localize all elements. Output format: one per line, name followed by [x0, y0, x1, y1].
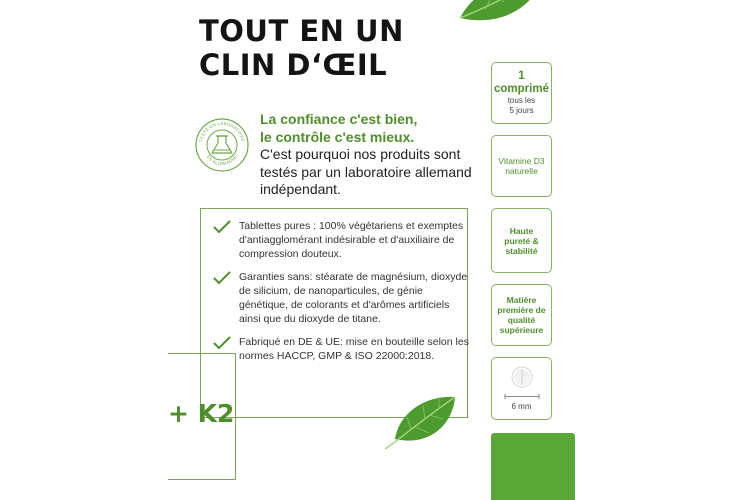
trust-body-2: testés par un laboratoire allemand	[260, 163, 472, 180]
k2-label: + K2	[168, 399, 235, 428]
lab-tested-badge-icon	[194, 117, 250, 173]
green-accent-block	[491, 433, 575, 500]
check-icon	[213, 220, 231, 234]
trust-headline-1: La confiance c'est bien,	[260, 111, 418, 127]
feature-tablet-size	[491, 357, 552, 420]
bullet-text: Garanties sans: stéarate de magnésium, dioxyde de silicium, de nanoparticules, de génie génétique, de colorants et d'arômes artificiels ainsi que du dioxyde de titane.	[239, 271, 468, 325]
purity-line-1: Haute	[509, 225, 534, 236]
vitamin-line-2: naturelle	[505, 166, 538, 176]
benefits-list	[213, 219, 471, 372]
trust-statement	[260, 111, 480, 199]
svg-text:TESTÉ EN LABORATOIRE	[198, 121, 246, 143]
badge-bottom-text: EN ALLEMAGNE	[205, 154, 239, 167]
quality-line-4: supérieure	[499, 325, 544, 335]
quality-line-1: Matière	[506, 295, 537, 305]
check-icon	[213, 271, 231, 285]
quality-line-2: première de	[497, 305, 546, 315]
feature-purity	[491, 208, 552, 273]
feature-quality	[491, 284, 552, 346]
mint-leaf-top-icon	[455, 0, 545, 38]
dosage-frequency-1: tous les	[507, 96, 536, 105]
tablet-icon	[511, 366, 533, 388]
trust-body-1: C'est pourquoi nos produits sont	[260, 146, 461, 162]
title-line-2: CLIN D‘ŒIL	[199, 48, 388, 82]
vitamin-line-1: Vitamine D3	[498, 156, 545, 166]
bullet-text: Fabriqué en DE & UE: mise en bouteille selon les normes HACCP, GMP & ISO 22000:2018.	[239, 336, 469, 362]
trust-body-3: indépendant.	[260, 181, 341, 197]
purity-line-3: stabilité	[505, 245, 538, 256]
dosage-unit: comprimé	[494, 83, 549, 95]
badge-top-text: TESTÉ EN LABORATOIRE	[198, 120, 246, 143]
tablet-size-label: 6 mm	[511, 401, 532, 411]
list-item	[213, 335, 471, 363]
list-item	[213, 219, 471, 261]
purity-line-2: pureté &	[504, 235, 539, 246]
feature-dosage	[491, 62, 552, 124]
page-title	[199, 14, 404, 82]
dosage-frequency-2: 5 jours	[509, 106, 534, 115]
k2-label-box	[168, 353, 236, 480]
ruler-icon	[504, 394, 540, 399]
check-icon	[213, 336, 231, 350]
title-line-1: TOUT EN UN	[199, 14, 404, 48]
list-item	[213, 270, 471, 326]
quality-line-3: qualité	[507, 315, 536, 325]
mint-leaf-bottom-icon	[385, 393, 457, 453]
trust-headline-2: le contrôle c'est mieux.	[260, 128, 415, 145]
bullet-text: Tablettes pures : 100% végétariens et exemptes d'antiagglomérant indésirable et d'auxiliaire de compression douteux.	[239, 220, 464, 260]
feature-vitamin	[491, 135, 552, 197]
dosage-count: 1	[518, 70, 525, 82]
